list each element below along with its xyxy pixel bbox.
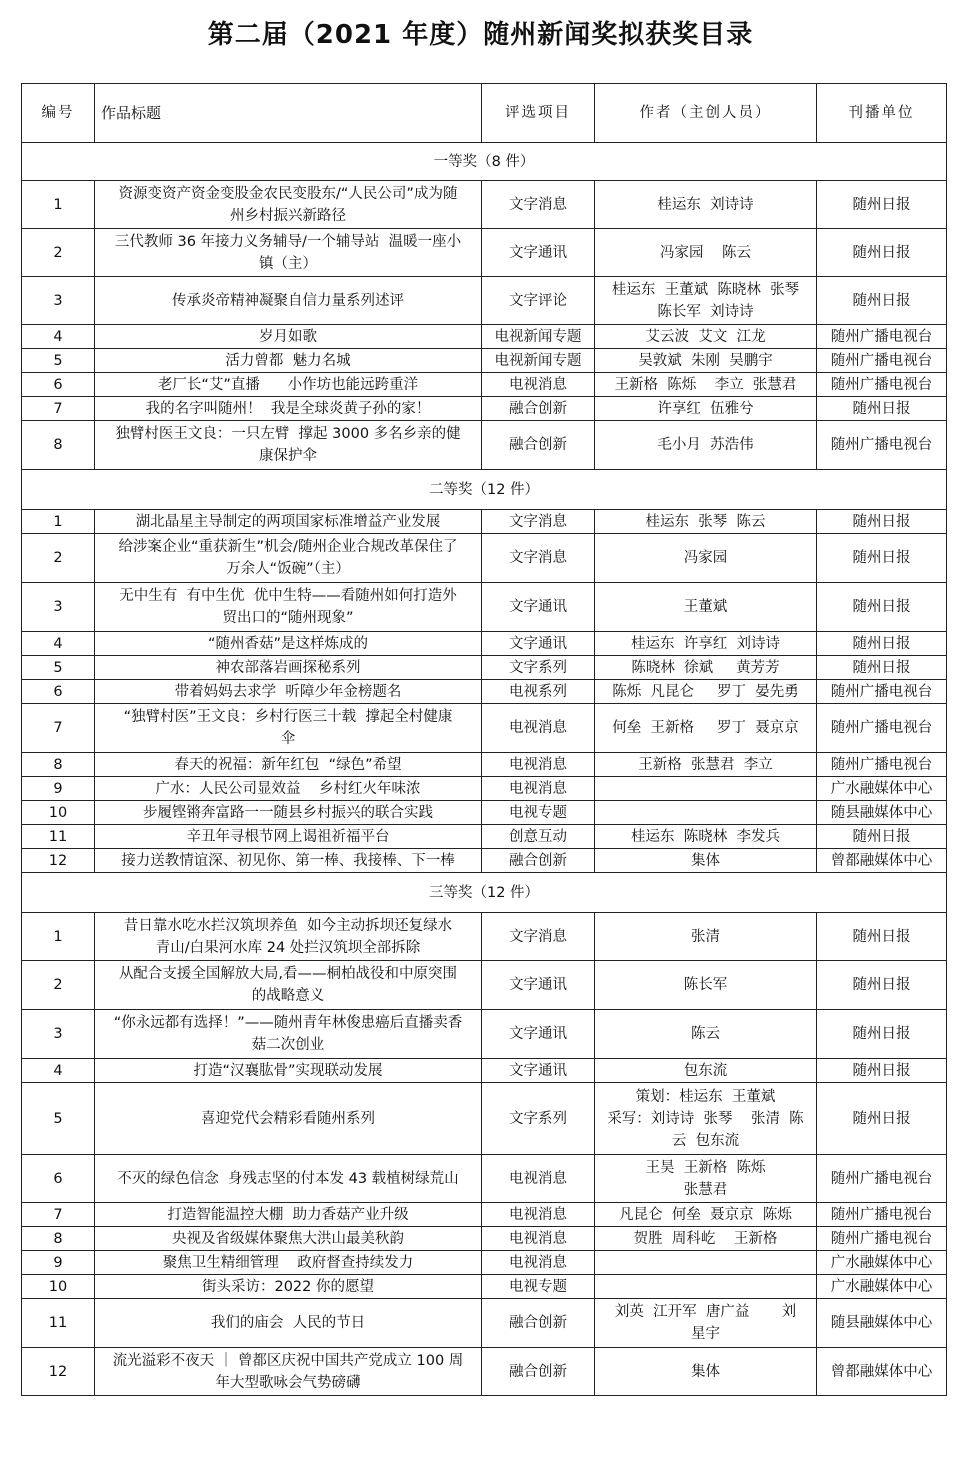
header-title: 作品标题 [95,84,482,143]
section-heading-row [22,873,947,913]
row-number: 8 [22,753,95,777]
author-line: 集体 [691,1363,720,1380]
row-publisher: 随州日报 [817,229,947,277]
table-row [22,229,947,277]
row-title [95,1059,482,1083]
table-row [22,1251,947,1275]
row-title [95,1227,482,1251]
row-author [595,510,817,534]
header-publisher: 刊播单位 [817,84,947,143]
author-line: 陈云 [691,1026,720,1042]
table-row [22,753,947,777]
row-publisher: 随州日报 [817,510,947,534]
row-number: 3 [22,583,95,632]
row-category: 文字通讯 [482,1059,595,1083]
row-author [595,801,817,825]
row-title [95,349,482,373]
row-publisher: 随州日报 [817,181,947,229]
section-heading-row [22,470,947,510]
row-author [595,1083,817,1155]
row-author [595,1227,817,1251]
row-publisher: 随州日报 [817,656,947,680]
row-publisher: 随州日报 [817,583,947,632]
header-author: 作者（主创人员） [595,84,817,143]
row-author [595,277,817,325]
table-row [22,1299,947,1348]
author-line: 王董斌 [683,599,728,615]
header-row [22,84,947,143]
row-number: 3 [22,277,95,325]
row-number: 11 [22,825,95,849]
row-category: 文字通讯 [482,1010,595,1059]
row-publisher: 曾都融媒体中心 [817,1348,947,1396]
author-line: 陈长军 刘诗诗 [657,303,754,320]
table-row [22,510,947,534]
author-line: 策划：桂运东 王董斌 [635,1088,776,1105]
row-category: 文字通讯 [482,632,595,656]
row-publisher: 随州广播电视台 [817,349,947,373]
row-author [595,373,817,397]
table-row [22,680,947,704]
row-title [95,656,482,680]
row-author [595,1203,817,1227]
row-category: 电视消息 [482,1203,595,1227]
table-row [22,704,947,753]
row-title [95,825,482,849]
row-category: 融合创新 [482,1348,595,1396]
row-title [95,1251,482,1275]
row-title [95,913,482,961]
row-number: 4 [22,1059,95,1083]
row-title [95,1083,482,1155]
table-row [22,632,947,656]
row-number: 6 [22,1155,95,1203]
row-number: 6 [22,680,95,704]
author-line: 贺胜 周科屹 王新格 [633,1230,778,1247]
table-row [22,534,947,583]
title-line: 辛丑年寻根节网上谒祖祈福平台 [186,828,390,845]
table-row [22,397,947,421]
table-row [22,181,947,229]
row-publisher: 随州日报 [817,1010,947,1059]
title-line: 春天的祝福：新年红包 “绿色”希望 [174,756,402,773]
row-number: 8 [22,421,95,470]
row-title [95,1155,482,1203]
author-line: 张慧君 [683,1181,728,1198]
author-line: 吴敦斌 朱刚 吴鹏宇 [638,352,773,369]
title-line: 喜迎党代会精彩看随州系列 [201,1110,375,1127]
row-category: 电视消息 [482,777,595,801]
title-line: 接力送教情谊深、初见你、第一棒、我接棒、下一棒 [121,852,455,869]
table-row [22,1059,947,1083]
row-author [595,753,817,777]
row-author [595,229,817,277]
title-line: 聚焦卫生精细管理 政府督查持续发力 [162,1254,414,1271]
row-number: 1 [22,181,95,229]
row-title [95,229,482,277]
author-line: 张清 [691,928,720,945]
row-number: 2 [22,229,95,277]
row-author [595,1251,817,1275]
row-number: 2 [22,534,95,583]
row-title [95,1275,482,1299]
row-category: 文字通讯 [482,229,595,277]
section-heading-row [22,143,947,181]
row-publisher: 随州日报 [817,632,947,656]
author-line: 冯家园 [683,550,728,566]
row-author [595,534,817,583]
table-row [22,656,947,680]
row-author [595,181,817,229]
author-line: 采写：刘诗诗 张琴 张清 陈 [607,1110,804,1127]
row-publisher: 随州广播电视台 [817,753,947,777]
title-line: 从配合支援全国解放大局,看——桐柏战役和中原突围 [118,966,458,982]
row-number: 2 [22,961,95,1010]
row-title [95,1299,482,1348]
title-line: 三代教师 36 年接力义务辅导/一个辅导站 温暖一座小 [114,233,462,250]
row-category: 融合创新 [482,1299,595,1348]
title-line: 湖北晶星主导制定的两项国家标准增益产业发展 [135,513,441,530]
author-line: 桂运东 张琴 陈云 [645,513,766,530]
title-line: 传承炎帝精神凝聚自信力量系列述评 [172,292,404,309]
row-number: 12 [22,849,95,873]
row-publisher: 随州日报 [817,825,947,849]
row-publisher: 随州日报 [817,397,947,421]
row-category: 电视消息 [482,1251,595,1275]
title-line: 贸出口的“随州现象” [222,610,354,626]
row-category: 融合创新 [482,397,595,421]
row-publisher: 随州广播电视台 [817,680,947,704]
row-author [595,325,817,349]
row-category: 文字消息 [482,510,595,534]
row-category: 文字评论 [482,277,595,325]
document-title: 第二届（2021 年度）随州新闻奖拟获奖目录 [207,20,754,50]
row-number: 5 [22,1083,95,1155]
title-line: 我们的庙会 人民的节日 [210,1315,366,1331]
row-publisher: 随州广播电视台 [817,1203,947,1227]
title-line: 流光溢彩不夜天 ｜ 曾都区庆祝中国共产党成立 100 周 [112,1352,464,1369]
row-author [595,1299,817,1348]
author-line: 王新格 陈烁 李立 张慧君 [614,376,797,393]
row-category: 融合创新 [482,849,595,873]
author-line: 冯家园 陈云 [660,244,751,261]
row-title [95,373,482,397]
row-title [95,632,482,656]
table-row [22,421,947,470]
table-row [22,777,947,801]
row-author [595,777,817,801]
table-row [22,277,947,325]
title-line: 我的名字叫随州！ 我是全球炎黄子孙的家！ [145,400,431,417]
row-publisher: 随州广播电视台 [817,1227,947,1251]
title-line: 年大型歌咏会气势磅礴 [215,1374,361,1391]
row-publisher: 广水融媒体中心 [817,777,947,801]
author-line: 刘英 江开军 唐广益 刘 [614,1304,797,1320]
table-row [22,373,947,397]
title-line: 的战略意义 [251,988,325,1004]
author-line: 王新格 张慧君 李立 [638,756,773,773]
row-category: 文字消息 [482,181,595,229]
title-line: “独臂村医”王文良：乡村行医三十载 撑起全村健康 [123,709,453,725]
table-row [22,1227,947,1251]
author-line: 何垒 王新格 罗丁 聂京京 [612,720,799,736]
section-heading: 二等奖（12 件） [22,470,947,510]
row-number: 12 [22,1348,95,1396]
table-row [22,1083,947,1155]
author-line: 云 包东流 [671,1132,740,1149]
row-category: 电视消息 [482,373,595,397]
row-publisher: 随州日报 [817,913,947,961]
table-row [22,1010,947,1059]
title-line: 央视及省级媒体聚焦大洪山最美秋韵 [172,1230,404,1247]
row-category: 电视消息 [482,753,595,777]
table-row [22,1275,947,1299]
row-title [95,534,482,583]
row-title [95,1010,482,1059]
row-author [595,1348,817,1396]
row-category: 电视消息 [482,704,595,753]
row-category: 电视新闻专题 [482,325,595,349]
author-line: 桂运东 王董斌 陈晓林 张琴 [611,281,800,298]
row-publisher: 随县融媒体中心 [817,1299,947,1348]
row-category: 电视系列 [482,680,595,704]
table-row [22,325,947,349]
title-line: 资源变资产资金变股金农民变股东/“人民公司”成为随 [118,185,458,202]
row-title [95,277,482,325]
row-number: 5 [22,656,95,680]
row-author [595,656,817,680]
row-number: 4 [22,325,95,349]
row-category: 文字消息 [482,534,595,583]
row-number: 7 [22,1203,95,1227]
awards-table [21,83,947,1396]
author-line: 凡昆仑 何垒 聂京京 陈烁 [619,1206,792,1223]
row-title [95,325,482,349]
row-title [95,961,482,1010]
author-line: 陈烁 凡昆仑 罗丁 晏先勇 [612,683,799,700]
row-author [595,1275,817,1299]
author-line: 集体 [691,852,720,869]
row-author [595,397,817,421]
row-author [595,913,817,961]
title-line: 菇二次创业 [251,1037,325,1053]
row-publisher: 随州日报 [817,1083,947,1155]
row-author [595,704,817,753]
table-row [22,583,947,632]
title-line: 老厂长“艾”直播 小作坊也能远跨重洋 [157,376,419,393]
row-publisher: 随州广播电视台 [817,421,947,470]
title-line: 万余人“饭碗”（主） [226,561,350,577]
author-line: 桂运东 许享红 刘诗诗 [631,635,780,652]
table-row [22,849,947,873]
row-category: 电视专题 [482,801,595,825]
title-line: 街头采访：2022 你的愿望 [201,1278,374,1295]
table-row [22,801,947,825]
row-title [95,753,482,777]
row-category: 文字系列 [482,1083,595,1155]
row-title [95,704,482,753]
section-heading: 三等奖（12 件） [22,873,947,913]
table-row [22,913,947,961]
row-publisher: 曾都融媒体中心 [817,849,947,873]
title-line: 神农部落岩画探秘系列 [215,659,361,676]
row-number: 1 [22,913,95,961]
row-title [95,801,482,825]
row-number: 10 [22,801,95,825]
header-category: 评选项目 [482,84,595,143]
title-line: 步履铿锵奔富路一一随县乡村振兴的联合实践 [143,804,433,821]
title-line: “随州香菇”是这样炼成的 [207,635,369,652]
row-publisher: 随州日报 [817,1059,947,1083]
row-author [595,1155,817,1203]
table-row [22,349,947,373]
table-row [22,1348,947,1396]
row-number: 6 [22,373,95,397]
row-number: 1 [22,510,95,534]
row-title [95,583,482,632]
row-category: 文字系列 [482,656,595,680]
title-line: 打造“汉襄肱骨”实现联动发展 [193,1062,383,1079]
row-author [595,583,817,632]
row-title [95,777,482,801]
row-author [595,1010,817,1059]
title-line: 镇（主） [259,255,317,272]
title-line: 无中生有 有中生优 优中生特——看随州如何打造外 [119,588,457,604]
row-number: 9 [22,777,95,801]
row-number: 8 [22,1227,95,1251]
title-line: 活力曾都 魅力名城 [225,352,351,369]
row-category: 文字通讯 [482,961,595,1010]
title-line: 昔日靠水吃水拦汉筑坝养鱼 如今主动拆坝还复绿水 [123,917,453,934]
author-line: 毛小月 苏浩伟 [657,437,754,453]
title-line: 打造智能温控大棚 助力香菇产业升级 [167,1206,409,1223]
row-category: 电视新闻专题 [482,349,595,373]
row-publisher: 随县融媒体中心 [817,801,947,825]
author-line: 许享红 伍雅兮 [657,400,754,417]
row-title [95,849,482,873]
row-author [595,349,817,373]
title-line: 带着妈妈去求学 听障少年金榜题名 [174,683,402,700]
title-line: 独臂村医王文良：一只左臂 撑起 3000 多名乡亲的健 [115,426,461,442]
row-category: 文字通讯 [482,583,595,632]
row-title [95,680,482,704]
author-line: 艾云波 艾文 江龙 [645,328,766,345]
title-line: 康保护伞 [259,448,317,464]
row-publisher: 随州广播电视台 [817,373,947,397]
row-author [595,680,817,704]
row-publisher: 随州广播电视台 [817,1155,947,1203]
row-number: 7 [22,704,95,753]
row-number: 5 [22,349,95,373]
row-title [95,181,482,229]
row-title [95,510,482,534]
row-number: 10 [22,1275,95,1299]
title-line: “你永远都有选择！”——随州青年林俊患癌后直播卖香 [113,1015,463,1031]
row-category: 文字消息 [482,913,595,961]
row-author [595,961,817,1010]
table-row [22,961,947,1010]
row-number: 11 [22,1299,95,1348]
row-category: 创意互动 [482,825,595,849]
row-author [595,632,817,656]
author-line: 陈晓林 徐斌 黄芳芳 [631,659,780,676]
author-line: 桂运东 陈晓林 李发兵 [631,828,780,845]
row-publisher: 随州日报 [817,534,947,583]
header-number: 编号 [22,84,95,143]
row-category: 电视专题 [482,1275,595,1299]
author-line: 王昊 王新格 陈烁 [645,1159,766,1176]
row-number: 3 [22,1010,95,1059]
row-publisher: 广水融媒体中心 [817,1251,947,1275]
row-category: 电视消息 [482,1227,595,1251]
title-line: 岁月如歌 [259,328,317,345]
row-author [595,849,817,873]
table-row [22,1155,947,1203]
title-line: 青山/白果河水库 24 处拦汉筑坝全部拆除 [155,939,421,956]
title-line: 给涉案企业“重获新生”机会/随州企业合规改革保住了 [118,539,458,555]
title-line: 州乡村振兴新路径 [230,207,346,224]
row-author [595,421,817,470]
row-category: 融合创新 [482,421,595,470]
row-number: 9 [22,1251,95,1275]
row-publisher: 随州日报 [817,277,947,325]
table-row [22,1203,947,1227]
title-line: 不灭的绿色信念 身残志坚的付本发 43 载植树绿荒山 [117,1170,459,1187]
row-number: 4 [22,632,95,656]
title-line: 广水：人民公司显效益 乡村红火年味浓 [155,780,421,797]
row-publisher: 随州广播电视台 [817,325,947,349]
row-author [595,825,817,849]
row-title [95,421,482,470]
row-publisher: 随州广播电视台 [817,704,947,753]
author-line: 包东流 [683,1062,728,1079]
section-heading: 一等奖（8 件） [22,143,947,181]
row-author [595,1059,817,1083]
author-line: 星宇 [691,1326,720,1342]
row-title [95,1203,482,1227]
row-category: 电视消息 [482,1155,595,1203]
row-number: 7 [22,397,95,421]
title-line: 伞 [280,731,296,747]
row-title [95,1348,482,1396]
author-line: 陈长军 [683,977,728,993]
row-publisher: 广水融媒体中心 [817,1275,947,1299]
author-line: 桂运东 刘诗诗 [657,196,754,213]
row-publisher: 随州日报 [817,961,947,1010]
row-title [95,397,482,421]
table-row [22,825,947,849]
